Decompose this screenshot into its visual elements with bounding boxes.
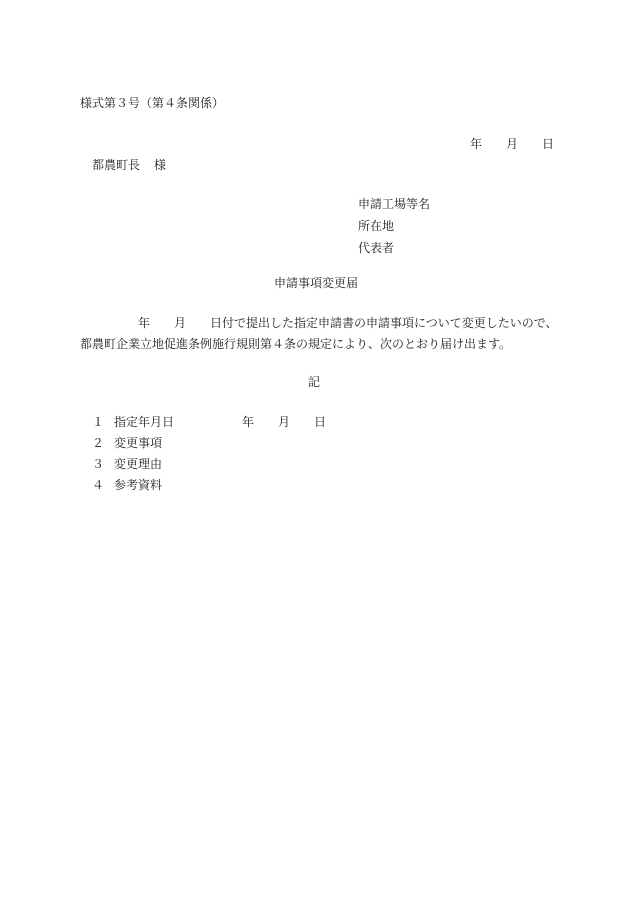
- body-line-1: [80, 317, 560, 329]
- list-item: [92, 416, 326, 437]
- item-number: ３: [92, 457, 105, 471]
- date-month-label: 月: [506, 137, 519, 151]
- submission-date: [470, 138, 554, 150]
- body-line-2: 都農町企業立地促進条例施行規則第４条の規定により、次のとおり届け出ます。: [80, 337, 512, 351]
- item-number: １: [92, 415, 105, 429]
- date-year-label: 年: [470, 137, 483, 151]
- date-day-label: 日: [542, 137, 555, 151]
- items-list: [92, 416, 326, 500]
- body-month-label: 月: [174, 316, 187, 330]
- body-paragraph: [80, 317, 560, 350]
- item-label: 参考資料: [114, 478, 163, 492]
- addressee-title: 都農町長: [92, 158, 141, 172]
- applicant-block: [358, 198, 430, 264]
- item-date: [242, 416, 326, 437]
- list-item: [92, 479, 326, 500]
- applicant-factory-name: 申請工場等名: [358, 197, 431, 211]
- body-year-label: 年: [138, 316, 151, 330]
- applicant-representative: 代表者: [358, 241, 395, 255]
- item-date-day: 日: [314, 415, 327, 429]
- addressee-honorific: 様: [154, 158, 167, 172]
- item-label: 指定年月日: [114, 415, 175, 429]
- document-title: 申請事項変更届: [274, 276, 359, 290]
- item-date-year: 年: [242, 415, 255, 429]
- list-item: [92, 437, 326, 458]
- item-number: ４: [92, 478, 105, 492]
- item-label: 変更理由: [114, 457, 163, 471]
- body-line-1-text: 日付で提出した指定申請書の申請事項について変更したいので、: [210, 316, 558, 330]
- applicant-address: 所在地: [358, 219, 395, 233]
- item-label: 変更事項: [114, 436, 163, 450]
- item-number: ２: [92, 436, 105, 450]
- list-item: [92, 458, 326, 479]
- form-number: 様式第３号（第４条関係）: [80, 96, 225, 110]
- addressee: [92, 159, 166, 171]
- item-date-month: 月: [278, 415, 291, 429]
- ki-heading: 記: [308, 375, 321, 389]
